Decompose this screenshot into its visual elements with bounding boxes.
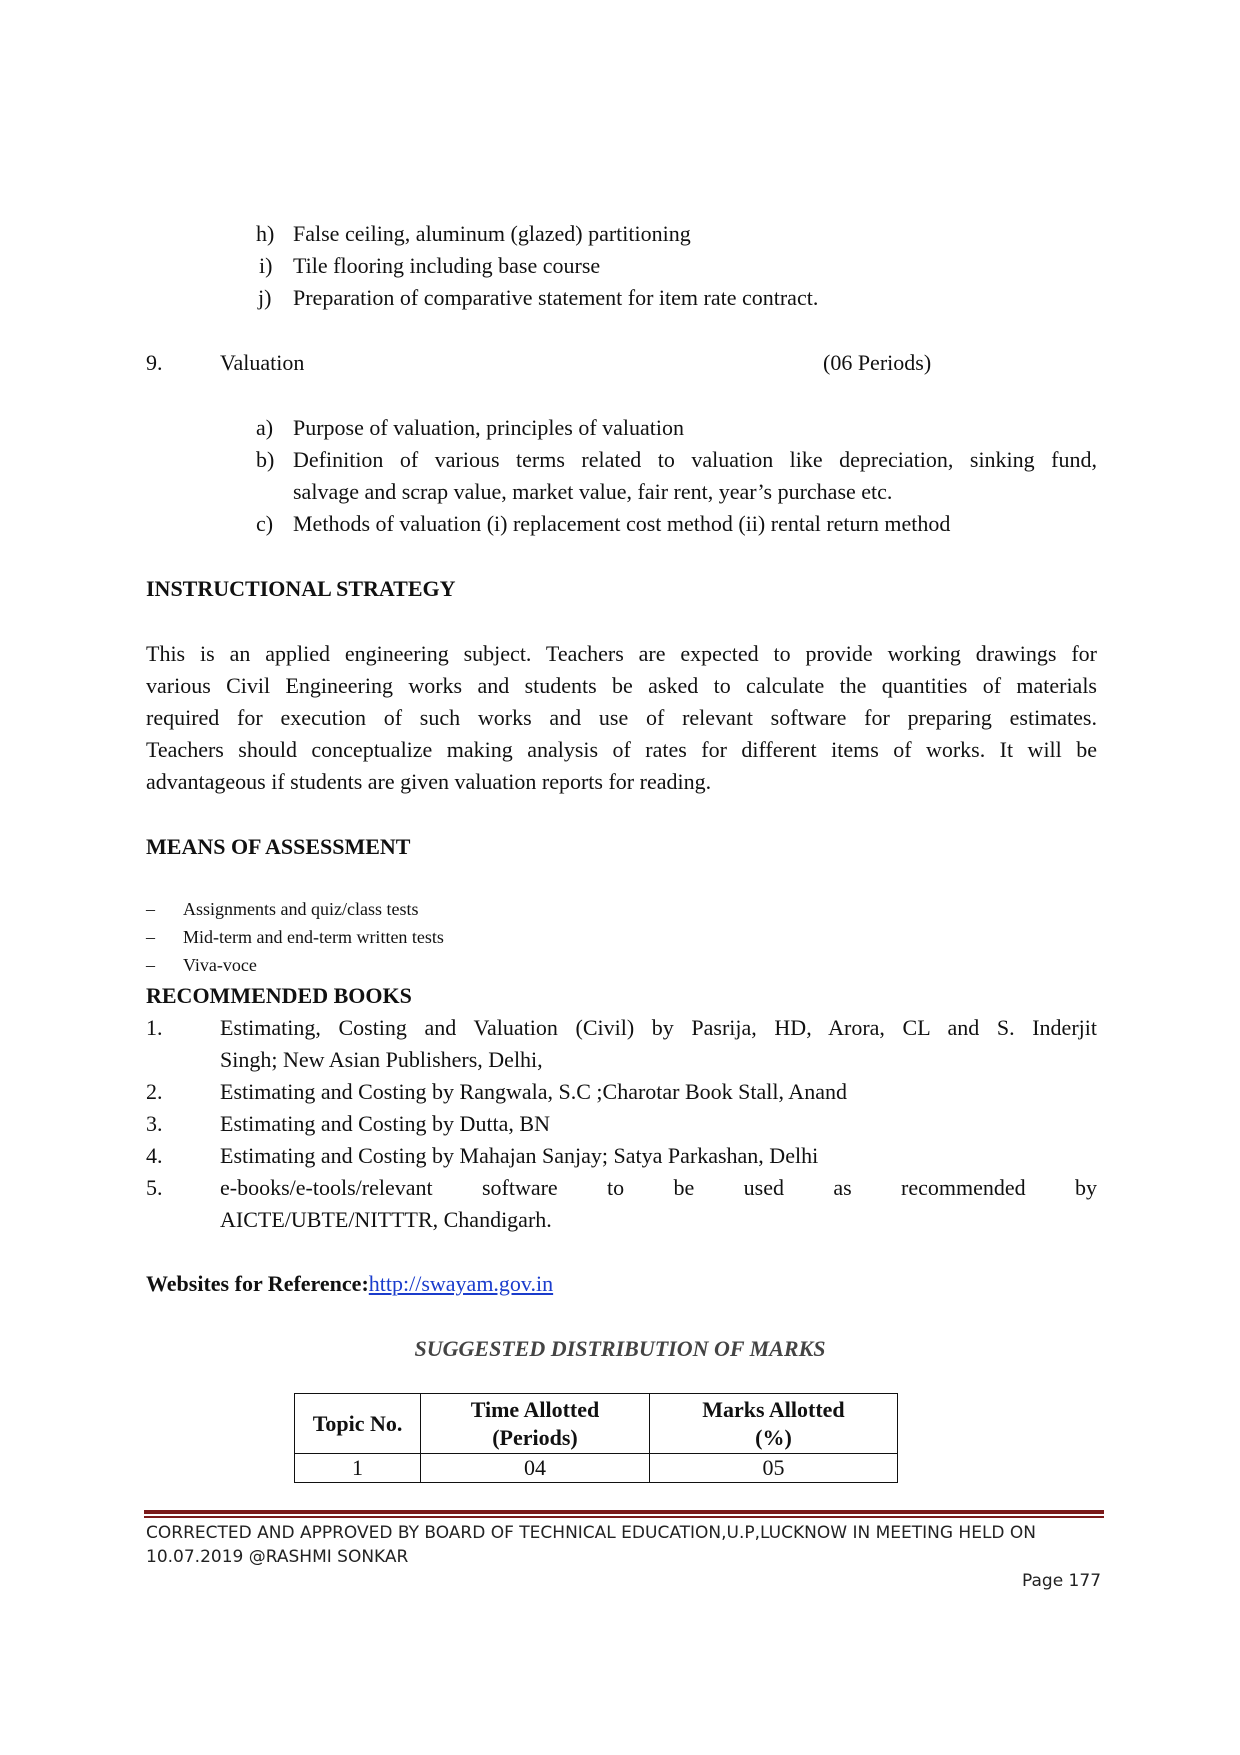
list-marker: c) xyxy=(256,511,274,536)
header-time-allotted: Time Allotted (Periods) xyxy=(421,1394,650,1454)
section-periods: (06 Periods) xyxy=(823,350,932,375)
header-marks-allotted: Marks Allotted (%) xyxy=(649,1394,897,1454)
paragraph-line: required for execution of such works and use of relevant software for preparing estimates. xyxy=(146,705,1097,730)
book-number: 4. xyxy=(146,1143,163,1168)
list-item: Purpose of valuation, principles of valuation xyxy=(293,415,685,440)
bullet-dash: – xyxy=(146,927,155,947)
list-marker: a) xyxy=(256,415,274,440)
footer-rule xyxy=(144,1510,1104,1514)
book-number: 3. xyxy=(146,1111,163,1136)
section-title: Valuation xyxy=(220,350,305,375)
table-header-row xyxy=(295,1394,898,1454)
list-marker: h) xyxy=(256,221,275,246)
footer-rule-thin xyxy=(144,1516,1104,1518)
book-entry: e-books/e-tools/relevant software to be used as recommended by xyxy=(220,1175,1097,1200)
list-marker: b) xyxy=(256,447,275,472)
paragraph-line: various Civil Engineering works and students be asked to calculate the quantities of materials xyxy=(146,673,1097,698)
list-marker: j) xyxy=(258,285,272,310)
list-item: False ceiling, aluminum (glazed) partitioning xyxy=(293,221,691,246)
book-number: 1. xyxy=(146,1015,163,1040)
list-item: Methods of valuation (i) replacement cost method (ii) rental return method xyxy=(293,511,951,536)
paragraph-line: advantageous if students are given valuation reports for reading. xyxy=(146,769,712,794)
table-row xyxy=(295,1454,898,1483)
header-topic-no: Topic No. xyxy=(295,1394,421,1454)
marks-distribution-table xyxy=(294,1393,898,1483)
list-item: Definition of various terms related to valuation like depreciation, sinking fund, xyxy=(293,447,1097,472)
footer-approval-line: CORRECTED AND APPROVED BY BOARD OF TECHNICAL EDUCATION,U.P,LUCKNOW IN MEETING HELD ON xyxy=(146,1523,1037,1543)
books-heading: RECOMMENDED BOOKS xyxy=(146,983,412,1008)
list-item: Preparation of comparative statement for item rate contract. xyxy=(293,285,819,310)
book-entry-continued: Singh; New Asian Publishers, Delhi, xyxy=(220,1047,543,1072)
list-item: Viva-voce xyxy=(183,955,257,975)
table-cell: 1 xyxy=(295,1454,421,1483)
list-item: Mid-term and end-term written tests xyxy=(183,927,444,947)
bullet-dash: – xyxy=(146,899,155,919)
bullet-dash: – xyxy=(146,955,155,975)
instructional-heading: INSTRUCTIONAL STRATEGY xyxy=(146,576,456,601)
footer-date-line: 10.07.2019 @RASHMI SONKAR xyxy=(146,1547,409,1567)
marks-table-title: SUGGESTED DISTRIBUTION OF MARKS xyxy=(414,1336,826,1361)
table-cell: 05 xyxy=(649,1454,897,1483)
book-entry: Estimating and Costing by Rangwala, S.C ;Charotar Book Stall, Anand xyxy=(220,1079,847,1104)
book-entry: Estimating, Costing and Valuation (Civil) by Pasrija, HD, Arora, CL and S. Inderjit xyxy=(220,1015,1097,1040)
book-entry-continued: AICTE/UBTE/NITTTR, Chandigarh. xyxy=(220,1207,552,1232)
websites-label: Websites for Reference: xyxy=(146,1271,369,1296)
list-item: Tile flooring including base course xyxy=(293,253,601,278)
list-marker: i) xyxy=(259,253,273,278)
list-item: Assignments and quiz/class tests xyxy=(183,899,419,919)
book-entry: Estimating and Costing by Mahajan Sanjay; Satya Parkashan, Delhi xyxy=(220,1143,819,1168)
book-number: 2. xyxy=(146,1079,163,1104)
book-entry: Estimating and Costing by Dutta, BN xyxy=(220,1111,550,1136)
section-number: 9. xyxy=(146,350,163,375)
assessment-heading: MEANS OF ASSESSMENT xyxy=(146,834,411,859)
websites-reference xyxy=(146,1268,553,1300)
list-item-continued: salvage and scrap value, market value, fair rent, year’s purchase etc. xyxy=(293,479,893,504)
page-number: Page 177 xyxy=(1022,1571,1102,1591)
swayam-link[interactable]: http://swayam.gov.in xyxy=(368,1271,554,1296)
book-number: 5. xyxy=(146,1175,163,1200)
table-cell: 04 xyxy=(421,1454,650,1483)
paragraph-line: Teachers should conceptualize making analysis of rates for different items of works. It will be xyxy=(146,737,1097,762)
paragraph-line: This is an applied engineering subject. Teachers are expected to provide working drawings for xyxy=(146,641,1097,666)
